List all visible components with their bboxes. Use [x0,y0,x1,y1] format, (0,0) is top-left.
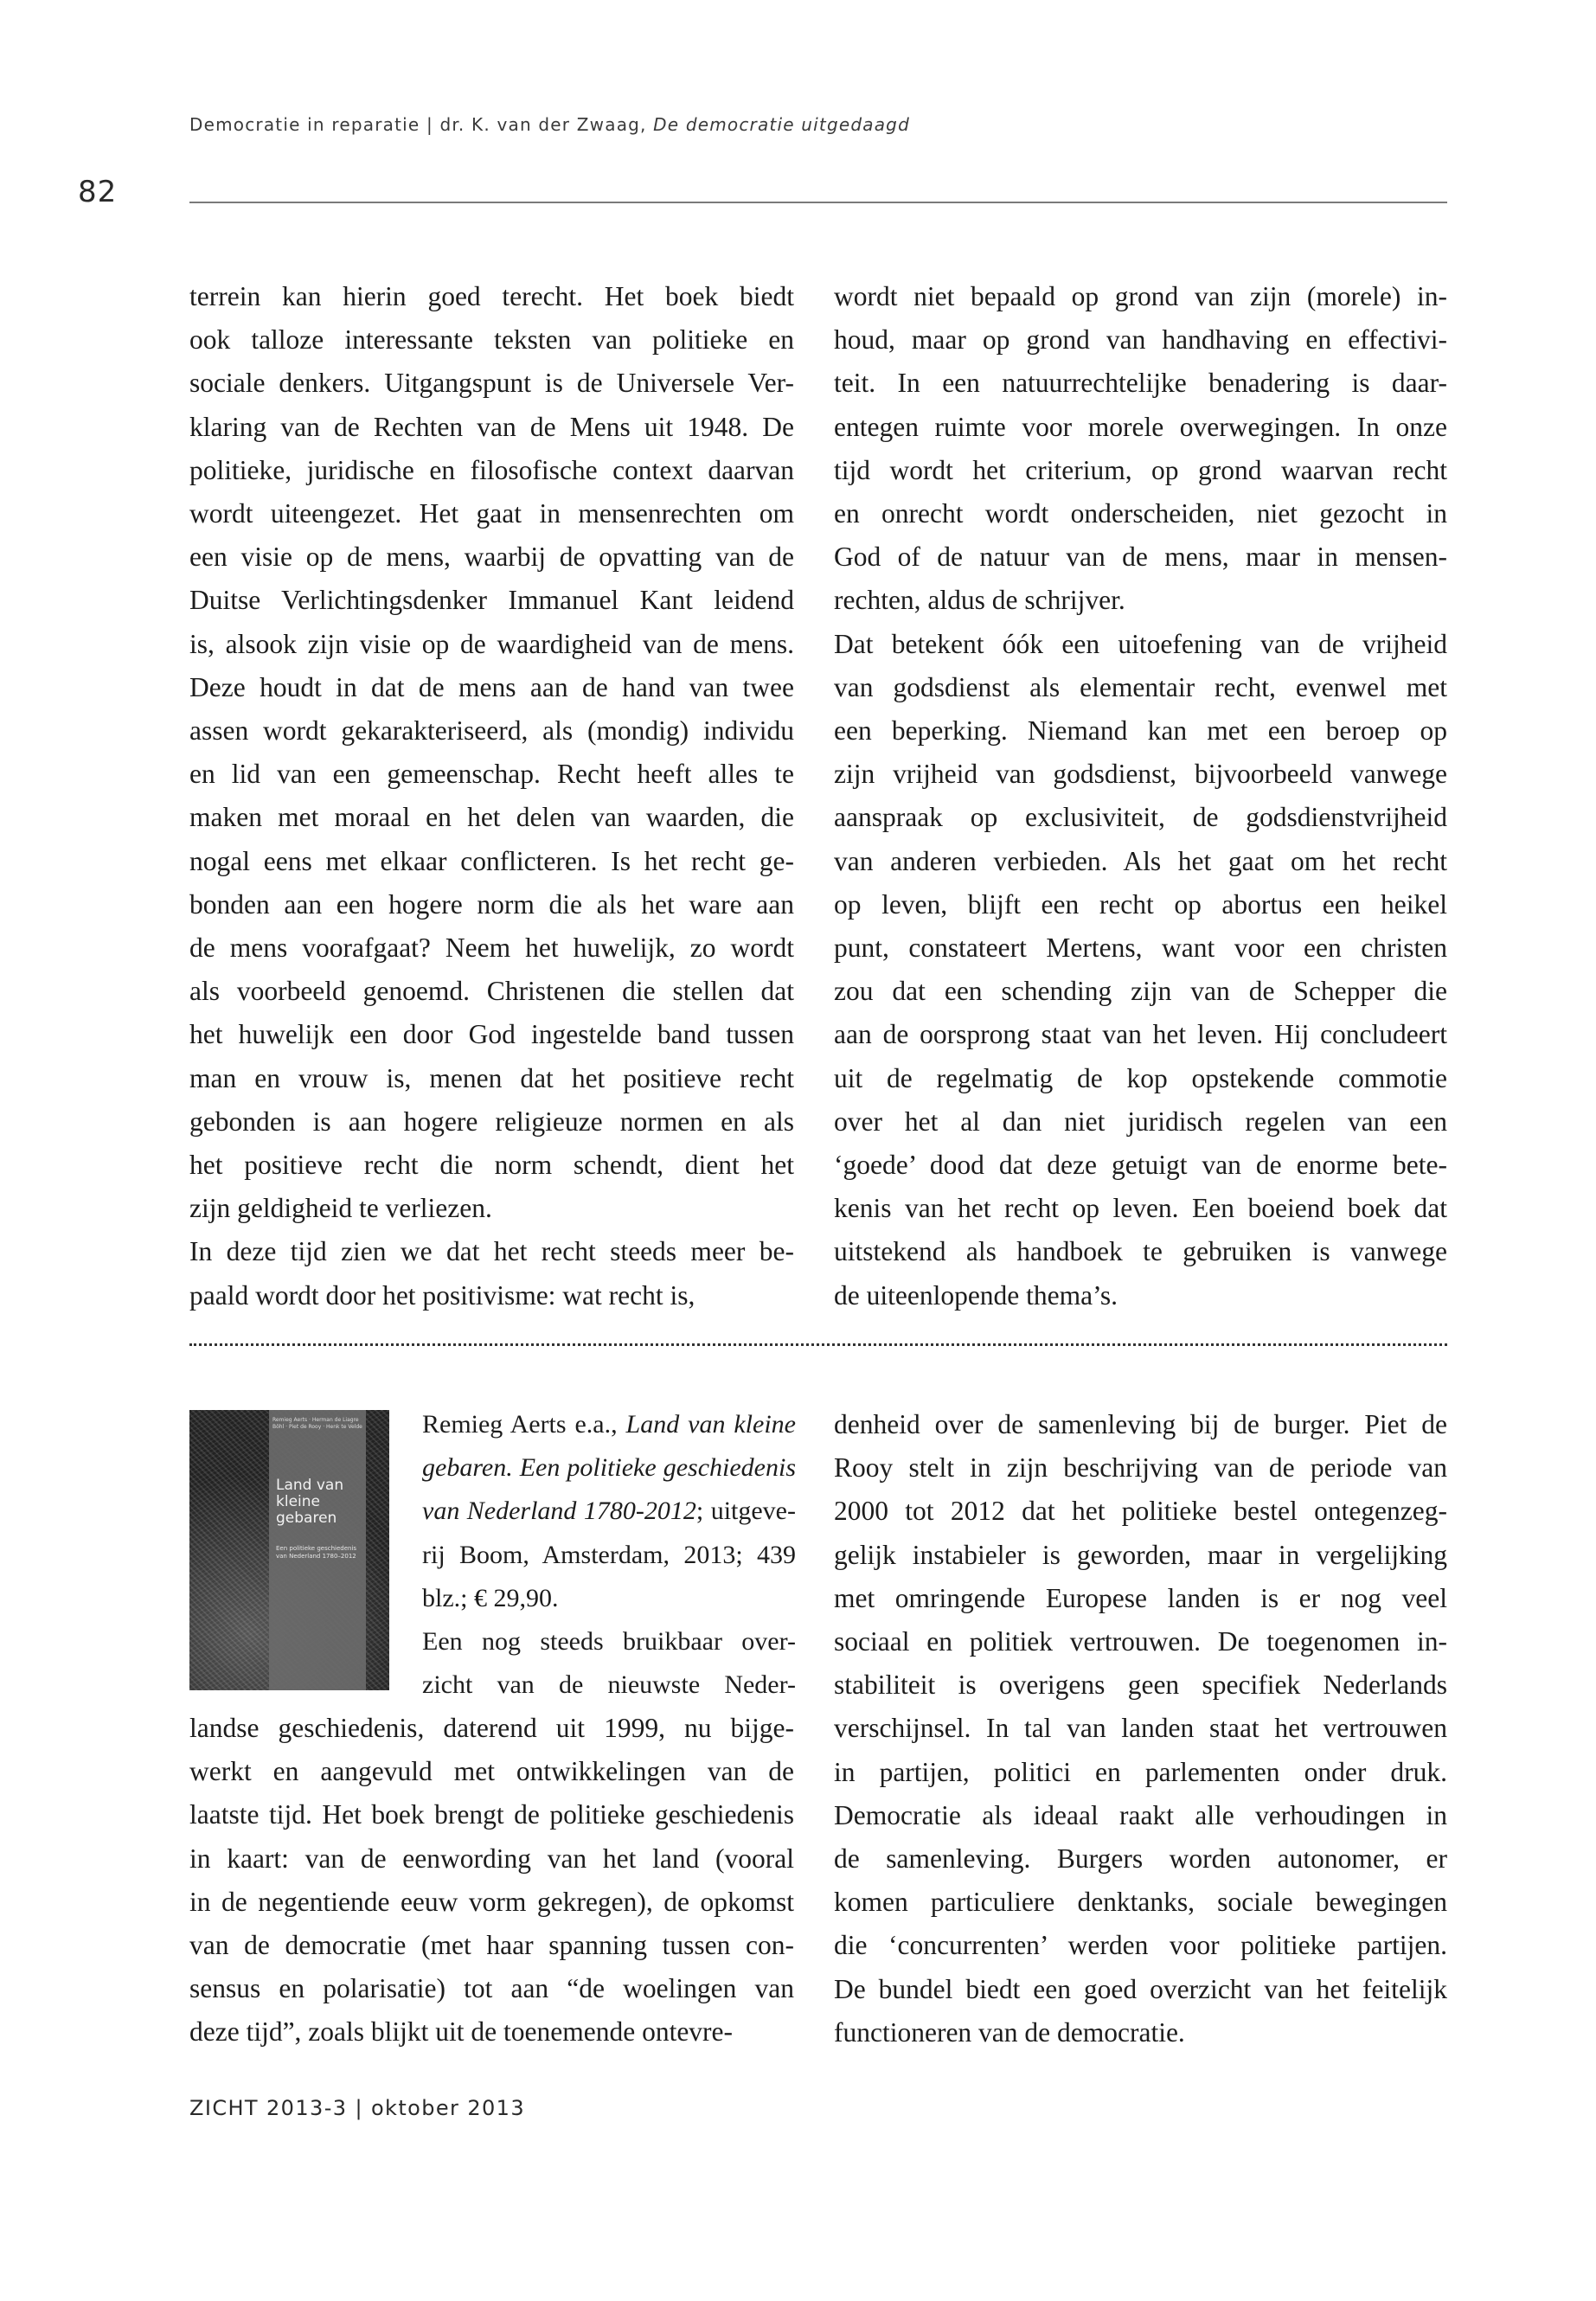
text-line: ‘goede’ dood dat deze getuigt van de enorme bete- [834,1150,1447,1181]
text-line: met omringende Europese landen is er nog veel [834,1582,1447,1613]
running-head-prefix: Democratie in reparatie [189,114,420,135]
running-head-author: dr. K. van der Zwaag, [439,114,647,135]
review-left-column [189,1707,794,2054]
text-line: maken met moraal en het delen van waarden, die [189,802,794,833]
text-line: nogal eens met elkaar conflicteren. Is het recht ge- [189,845,794,876]
text-line: zijn geldigheid te verliezen. [189,1193,492,1224]
text-line: Rooy stelt in zijn beschrijving van de periode van [834,1452,1447,1484]
text-line: assen wordt gekarakteriseerd, als (mondig) individu [189,715,794,747]
text-line: aanspraak op exclusiviteit, de godsdienstvrijheid [834,802,1447,833]
text-line: entegen ruimte voor morele overwegingen. In onze [834,411,1447,442]
text-line: functioneren van de democratie. [834,2016,1185,2048]
section-divider [189,1343,1447,1346]
review-head-line [422,1577,796,1620]
text-segment: ; uitgeve- [695,1497,796,1526]
book-title-segment: gebaren. Een politieke geschiedenis [422,1453,796,1483]
text-line: gebonden is aan hogere religieuze normen en als [189,1106,794,1137]
text-line: die ‘concurrenten’ werden voor politieke partijen. [834,1930,1447,1961]
text-line: wordt uiteengezet. Het gaat in mensenrechten om [189,498,794,529]
text-line: zijn vrijheid van godsdienst, bijvoorbeeld vanwege [834,759,1447,790]
review-head-line [422,1534,796,1577]
text-line: komen particuliere denktanks, sociale bewegingen [834,1887,1447,1918]
book-cover-image [189,1410,389,1690]
text-line: van de democratie (met haar spanning tussen con- [189,1930,794,1961]
text-segment: Een nog steeds bruikbaar over- [422,1627,796,1657]
article-right-column [834,275,1447,1317]
text-line: denheid over de samenleving bij de burger. Piet de [834,1409,1447,1439]
review-head-line [422,1663,796,1707]
text-line: is, alsook zijn visie op de waardigheid van de mens. [189,628,794,659]
running-head-separator: | [426,114,433,135]
page-number: 82 [78,175,118,209]
text-line: bonden aan een hogere norm die als het ware aan [189,888,794,920]
text-line: sensus en polarisatie) tot aan “de woelingen van [189,1973,794,2004]
text-line: houd, maar op grond van handhaving en effectivi- [834,324,1447,356]
text-line: punt, constateert Mertens, want voor een christen [834,933,1447,964]
cover-subtitle: Een politieke geschiedenis van Nederland 1780–2012 [276,1545,357,1560]
text-line: aan de oorsprong staat van het leven. Hij concludeert [834,1019,1447,1050]
text-line: zou dat een schending zijn van de Schepper die [834,976,1447,1007]
review-head-line [422,1403,796,1446]
text-line: een visie op de mens, waarbij de opvatting van de [189,542,794,573]
text-line: deze tijd”, zoals blijkt uit de toenemende ontevre- [189,2016,734,2048]
cover-authors: Remieg Aerts · Herman de Liagre Böhl · Piet de Rooy · Henk te Velde [272,1417,362,1430]
text-line: verschijnsel. In tal van landen staat het vertrouwen [834,1713,1447,1744]
text-line: rechten, aldus de schrijver. [834,585,1125,616]
review-head-line [422,1490,796,1533]
book-title-segment: Land van kleine [625,1410,796,1439]
text-line: wordt niet bepaald op grond van zijn (morele) in- [834,281,1447,311]
text-line: terrein kan hierin goed terecht. Het boek biedt [189,281,794,311]
text-line: Deze houdt in dat de mens aan de hand van twee [189,671,794,702]
text-line: de samenleving. Burgers worden autonomer, er [834,1843,1447,1875]
text-line: God of de natuur van de mens, maar in mensen- [834,542,1447,573]
text-line: uitstekend als handboek te gebruiken is vanwege [834,1236,1447,1267]
article-left-column [189,275,794,1317]
text-line: 2000 tot 2012 dat het politieke bestel ontegenzeg- [834,1496,1447,1527]
text-line: in kaart: van de eenwording van het land (vooral [189,1843,794,1874]
text-line: landse geschiedenis, daterend uit 1999, nu bijge- [189,1713,794,1743]
running-header [189,114,910,135]
text-line: sociaal en politiek vertrouwen. De toegenomen in- [834,1626,1447,1657]
text-line: in partijen, politici en parlementen onder druk. [834,1756,1447,1787]
book-title-segment: van Nederland 1780-2012 [422,1497,696,1526]
text-line: in de negentiende eeuw vorm gekregen), de opkomst [189,1886,794,1917]
text-line: een beperking. Niemand kan met een beroep op [834,715,1447,747]
text-line: man en vrouw is, menen dat het positieve recht [189,1062,794,1093]
text-line: stabiliteit is overigens geen specifiek Nederlands [834,1670,1447,1701]
review-right-column [834,1403,1447,2054]
running-head-title: De democratie uitgedaagd [653,114,910,135]
text-line: Dat betekent óók een uitoefening van de vrijheid [834,628,1447,659]
text-line: op leven, blijft een recht op abortus een heikel [834,888,1447,920]
text-line: Duitse Verlichtingsdenker Immanuel Kant leidend [189,585,794,616]
text-line: het huwelijk een door God ingestelde band tussen [189,1019,794,1050]
text-segment: zicht van de nieuwste Neder- [422,1670,796,1700]
text-line: sociale denkers. Uitgangspunt is de Universele Ver- [189,368,794,399]
text-line: ook talloze interessante teksten van politieke en [189,324,794,356]
text-line: gelijk instabieler is geworden, maar in vergelijking [834,1539,1447,1570]
text-line: laatste tijd. Het boek brengt de politieke geschiedenis [189,1799,794,1830]
text-line: teit. In een natuurrechtelijke benadering is daar- [834,368,1447,399]
review-head-line [422,1446,796,1490]
text-line: de mens voorafgaat? Neem het huwelijk, zo wordt [189,933,794,964]
text-line: van godsdienst als elementair recht, evenwel met [834,671,1447,702]
cover-title: Land van kleine gebaren [276,1477,344,1527]
text-line: werkt en aangevuld met ontwikkelingen van de [189,1756,794,1787]
text-line: Democratie als ideaal raakt alle verhoudingen in [834,1799,1447,1830]
text-line: klaring van de Rechten van de Mens uit 1948. De [189,411,794,442]
text-line: tijd wordt het criterium, op grond waarvan recht [834,454,1447,485]
text-line: en onrecht wordt onderscheiden, niet gezocht in [834,498,1447,529]
header-rule [189,202,1447,203]
text-line: uit de regelmatig de kop opstekende commotie [834,1062,1447,1093]
text-line: als voorbeeld genoemd. Christenen die stellen dat [189,976,794,1007]
text-line: paald wordt door het positivisme: wat recht is, [189,1279,695,1311]
text-line: en lid van een gemeenschap. Recht heeft alles te [189,759,794,790]
text-line: politieke, juridische en filosofische context daarvan [189,454,794,485]
text-line: van anderen verbieden. Als het gaat om het recht [834,845,1447,876]
text-line: De bundel biedt een goed overzicht van het feitelijk [834,1973,1447,2004]
text-segment: Remieg Aerts e.a., [422,1410,626,1439]
text-line: kenis van het recht op leven. Een boeiend boek dat [834,1193,1447,1224]
page-footer: ZICHT 2013-3 | oktober 2013 [189,2096,526,2120]
text-line: de uiteenlopende thema’s. [834,1279,1118,1311]
text-segment: blz.; € 29,90. [422,1583,559,1612]
text-line: het positieve recht die norm schendt, dient het [189,1150,794,1181]
text-line: In deze tijd zien we dat het recht steeds meer be- [189,1236,794,1267]
text-line: over het al dan niet juridisch regelen van een [834,1106,1447,1137]
review-heading-block [422,1403,796,1707]
review-head-line [422,1620,796,1663]
text-segment: rij Boom, Amsterdam, 2013; 439 [422,1540,796,1569]
